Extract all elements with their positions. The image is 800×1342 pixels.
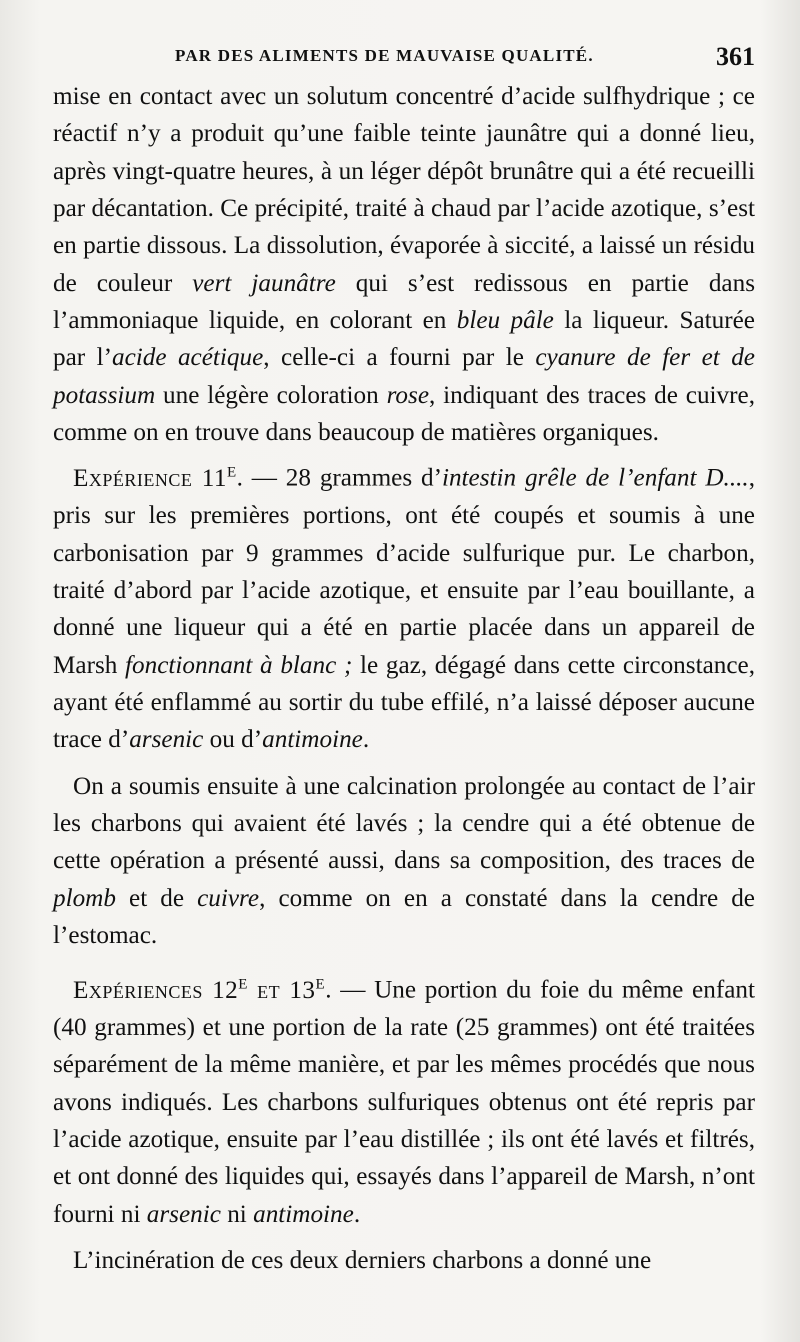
text-run: . — 28 grammes d’ xyxy=(236,464,442,492)
text-run: . xyxy=(362,726,370,754)
italic-run: plomb xyxy=(53,884,116,912)
text-run: , indiquant des traces de cuivre, comme on en trouve dans beaucoup de matières organiques. xyxy=(53,381,755,447)
italic-run: antimoine xyxy=(253,1200,354,1228)
italic-run: fonctionnant à blanc ; xyxy=(125,651,353,679)
paragraph-3 xyxy=(53,768,755,955)
page-header xyxy=(0,42,800,82)
text-run: ni xyxy=(220,1200,254,1228)
text-run: une légère coloration xyxy=(155,381,387,409)
text-run: et de xyxy=(115,884,198,912)
italic-run: rose xyxy=(386,381,430,409)
text-run: mise en contact avec un solutum concentré d’acide sulfhydrique ; ce réactif n’y a produit qu’une faible teinte jaunâtre qui a donné lieu, après vingt-quatre heures, à un léger dépôt brunâtre qui a été recueilli par décantation. Ce précipité, traité à chaud par l’acide azotique, s’est en partie dissous. La dissolution, évaporée à siccité, a laissé un résidu de couleur xyxy=(53,83,755,297)
italic-run: intestin grêle de l’enfant D.... xyxy=(441,464,749,492)
italic-run: arsenic xyxy=(146,1200,221,1228)
running-title: PAR DES ALIMENTS DE MAUVAISE QUALITÉ. xyxy=(175,46,594,65)
label-superscript: e xyxy=(238,969,248,994)
text-run: . — Une portion du foie du même enfant (40 grammes) et une portion de la rate (25 grammes) ont été traitées séparément de la même manière, et par les mêmes procédés que nous avons indiqués. Les charbons sulfuriques obtenus ont été repris par l’acide azotique, ensuite par l’eau distillée ; ils ont été lavés et filtrés, et ont donné des liquides qui, essayés dans l’appareil de Marsh, n’ont fourni ni xyxy=(53,976,755,1228)
paragraph-5 xyxy=(53,1242,755,1279)
italic-run: vert jaunâtre xyxy=(192,269,336,297)
italic-run: cuivre xyxy=(197,884,260,912)
paragraph-4 xyxy=(53,963,755,1233)
text-run: , celle-ci a fourni par le xyxy=(263,344,536,372)
label-text: et 13 xyxy=(247,976,316,1004)
text-run: qui s’est redissous en partie dans l’ammoniaque liquide, en colorant en xyxy=(53,269,755,335)
label-text: Expériences 12 xyxy=(73,976,239,1004)
italic-run: arsenic xyxy=(129,726,204,754)
label-superscript: e xyxy=(315,969,326,994)
text-run: , comme on en a constaté dans la cendre de l’estomac. xyxy=(53,884,755,949)
label-text: Expérience 11 xyxy=(73,464,227,492)
text-run: L’incinération de ces deux derniers charbons a donné une xyxy=(73,1247,652,1275)
experiment-label xyxy=(73,969,326,1004)
experiment-label xyxy=(73,457,237,492)
label-superscript: e xyxy=(226,457,237,482)
text-run: la liqueur. Saturée par l’ xyxy=(53,307,755,372)
italic-run: acide acétique xyxy=(111,344,264,372)
text-run: le gaz, dégagé dans cette circonstance, ayant été enflammé au sortir du tube effilé, n’a laissé déposer aucune trace d’ xyxy=(53,651,755,754)
paragraph-1 xyxy=(53,78,755,451)
text-run: On a soumis ensuite à une calcination prolongée au contact de l’air les charbons qui avaient été lavés ; la cendre qui a été obtenue de cette opération a présenté aussi, dans sa composition, des traces de xyxy=(53,772,755,875)
italic-run: cyanure de fer et de potassium xyxy=(53,344,755,409)
text-run: . xyxy=(353,1200,361,1228)
paragraph-2 xyxy=(53,451,755,758)
italic-run: antimoine xyxy=(262,726,363,754)
text-run: , pris sur les premières portions, ont été coupés et soumis à une carbonisation par 9 grammes d’acide sulfurique pur. Le charbon, traité d’abord par l’acide azotique, et ensuite par l’eau bouillante, a donné une liqueur qui a été en partie placée dans un appareil de Marsh xyxy=(53,464,756,679)
italic-run: bleu pâle xyxy=(456,307,554,335)
text-run: ou d’ xyxy=(203,726,263,754)
page-number: 361 xyxy=(716,42,755,71)
body-text xyxy=(53,78,755,1279)
